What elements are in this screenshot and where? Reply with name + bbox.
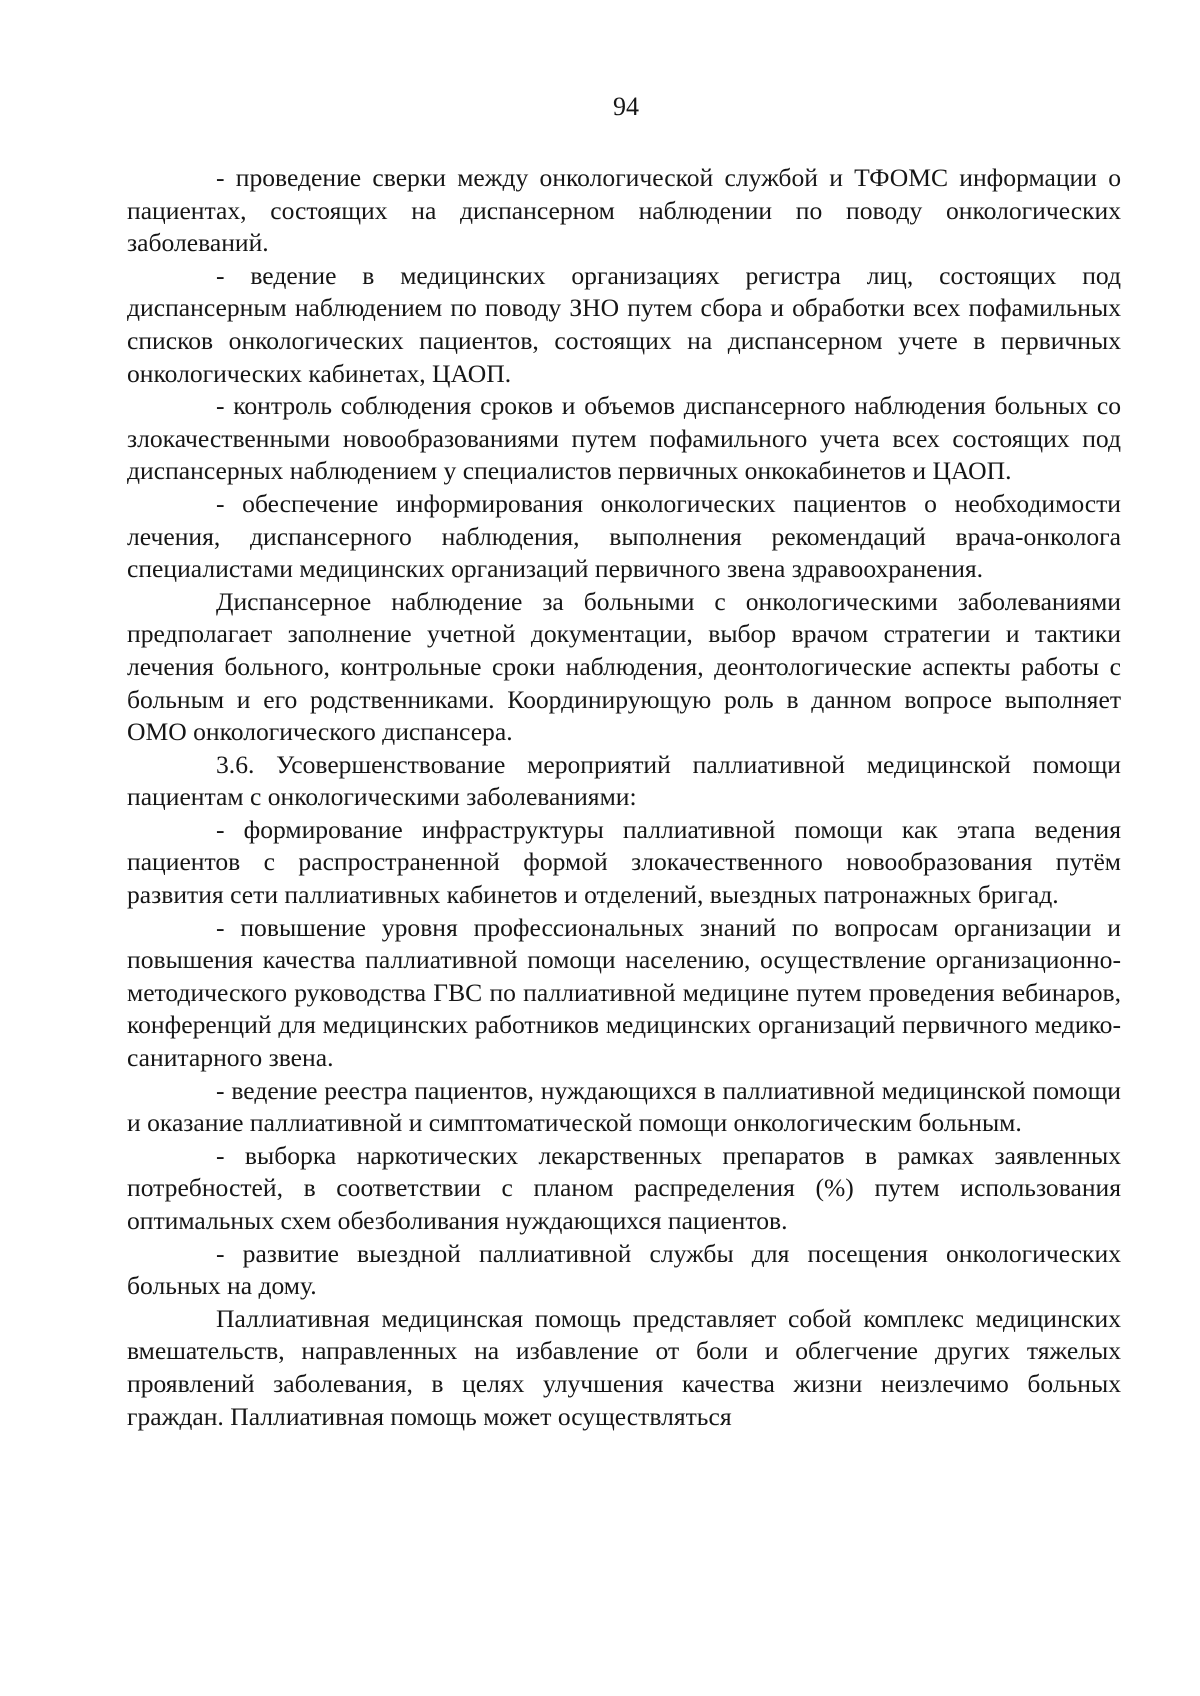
paragraph-patient-informing: - обеспечение информирования онкологических пациентов о необходимости лечения, диспансерного наблюдения, выполнения рекомендаций врача-онколога специалистами медицинских организаций первичного звена здравоохранения. xyxy=(127,488,1121,584)
paragraph-dispensary-observation: Диспансерное наблюдение за больными с онкологическими заболеваниями предполагает заполнение учетной документации, выбор врачом стратегии и тактики лечения больного, контрольные сроки наблюдения, деонтологические аспекты работы с больным и его родственниками. Координирующую роль в данном вопросе выполняет ОМО онкологического диспансера. xyxy=(127,586,1121,747)
section-heading-3-6: 3.6. Усовершенствование мероприятий паллиативной медицинской помощи пациентам с онкологическими заболеваниями: xyxy=(127,749,1121,812)
paragraph-tfoms-reconciliation: - проведение сверки между онкологической службой и ТФОМС информации о пациентах, состоящих на диспансерном наблюдении по поводу онкологических заболеваний. xyxy=(127,163,1121,258)
page-number: 94 xyxy=(613,92,639,121)
paragraph-professional-knowledge: - повышение уровня профессиональных знаний по вопросам организации и повышения качества паллиативной помощи населению, осуществление организационно-методического руководства ГВС по паллиативной медицине путем проведения вебинаров, конференций для медицинских работников медицинских организаций первичного медико-санитарного звена. xyxy=(127,912,1121,1073)
paragraph-infrastructure: - формирование инфраструктуры паллиативной помощи как этапа ведения пациентов с распространенной формой злокачественного новообразования путём развития сети паллиативных кабинетов и отделений, выездных патронажных бригад. xyxy=(127,814,1121,910)
paragraph-registry-maintenance: - ведение в медицинских организациях регистра лиц, состоящих под диспансерным наблюдением по поводу ЗНО путем сбора и обработки всех пофамильных списков онкологических пациентов, состоящих на диспансерном учете в первичных онкологических кабинетах, ЦАОП. xyxy=(127,260,1121,388)
paragraph-mobile-service: - развитие выездной паллиативной службы для посещения онкологических больных на дому. xyxy=(127,1238,1121,1301)
paragraph-patient-register: - ведение реестра пациентов, нуждающихся в паллиативной медицинской помощи и оказание паллиативной и симптоматической помощи онкологическим больным. xyxy=(127,1075,1121,1138)
paragraph-observation-control: - контроль соблюдения сроков и объемов диспансерного наблюдения больных со злокачественными новообразованиями путем пофамильного учета всех состоящих под диспансерных наблюдением у специалистов первичных онкокабинетов и ЦАОП. xyxy=(127,391,1121,486)
paragraph-palliative-definition: Паллиативная медицинская помощь представляет собой комплекс медицинских вмешательств, направленных на избавление от боли и облегчение других тяжелых проявлений заболевания, в целях улучшения качества жизни неизлечимо больных граждан. Паллиативная помощь может осуществляться xyxy=(127,1303,1121,1431)
paragraph-narcotic-drugs: - выборка наркотических лекарственных препаратов в рамках заявленных потребностей, в соответствии с планом распределения (%) путем использования оптимальных схем обезболивания нуждающихся пациентов. xyxy=(127,1140,1121,1235)
document-body xyxy=(127,162,1121,1433)
